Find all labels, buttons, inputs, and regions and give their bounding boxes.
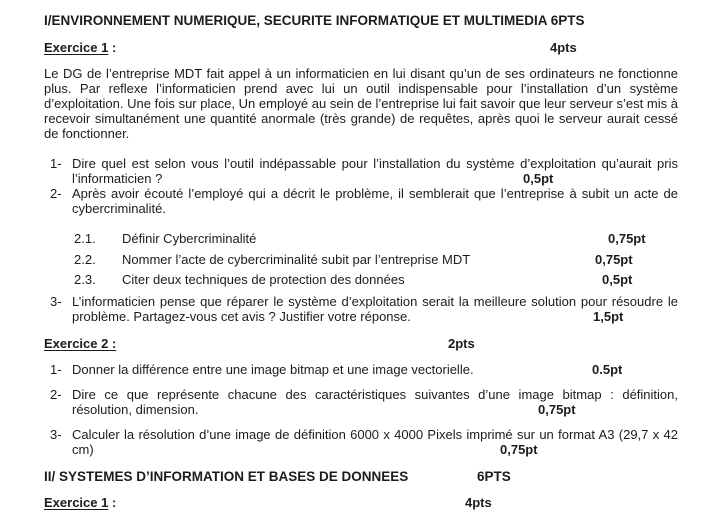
exercise1-intro-paragraph: Le DG de l’entreprise MDT fait appel à un informaticien en lui disant qu’un de ses ordinateurs ne fonctionne plus. Par reflexe l’informaticien prend avec lui un outil indispensable pour l’installation d’un système d’exploitation. Une fois sur place, Un employé au sein de l’entreprise lui fait savoir que leur serveur s’est mis à recevoir simultanément une quantité anormale (très grande) de requêtes, après quoi le serveur aurait cessé de fonctionner. — [44, 66, 678, 141]
section1-title: I/ENVIRONNEMENT NUMERIQUE, SECURITE INFORMATIQUE ET MULTIMEDIA 6PTS — [44, 13, 585, 28]
question-number: 2.1. — [74, 231, 96, 246]
ex1-question-2-1 — [44, 231, 678, 246]
question-points: 0,5pt — [602, 272, 633, 287]
section2-exercise1-label: Exercice 1 — [44, 495, 109, 510]
question-text: Dire ce que représente chacune des caractéristiques suivantes d’une image bitmap : définition, résolution, dimension. — [72, 387, 678, 417]
question-text: L’informaticien pense que réparer le système d’exploitation serait la meilleure solution pour résoudre le problème. Partagez-vous cet avis ? Justifier votre réponse. — [72, 294, 678, 324]
question-text: Après avoir écouté l’employé qui a décrit le problème, il semblerait que l’entreprise à subit un acte de cybercriminalité. — [72, 186, 678, 216]
question-text: Calculer la résolution d’une image de définition 6000 x 4000 Pixels imprimé sur un format A3 (29,7 x 42 cm) — [72, 427, 678, 457]
ex2-question-2 — [44, 387, 678, 417]
ex1-question-2 — [44, 186, 678, 216]
exercise1-header — [44, 40, 678, 55]
exercise1-points: 4pts — [550, 40, 577, 55]
question-number: 1- — [50, 362, 62, 377]
ex2-question-3 — [44, 427, 678, 457]
ex1-question-3 — [44, 294, 678, 324]
exercise2-header — [44, 336, 678, 351]
question-text: Donner la différence entre une image bitmap et une image vectorielle. — [72, 362, 474, 377]
section2-title-text: II/ SYSTEMES D’INFORMATION ET BASES DE DONNEES — [44, 469, 409, 484]
question-text: Définir Cybercriminalité — [122, 231, 257, 246]
question-points: 0,5pt — [523, 171, 554, 186]
ex1-question-1 — [44, 156, 678, 186]
question-text: Dire quel est selon vous l’outil indépassable pour l’installation du système d’exploitation qu’aurait pris l’informaticien ? — [72, 156, 678, 186]
section2-exercise1-header — [44, 495, 678, 510]
question-points: 1,5pt — [593, 309, 624, 324]
question-number: 2- — [50, 186, 62, 201]
question-number: 2- — [50, 387, 62, 402]
ex1-question-2-2 — [44, 252, 678, 267]
question-number: 2.3. — [74, 272, 96, 287]
section2-title — [44, 469, 678, 484]
exercise1-label: Exercice 1 — [44, 40, 109, 55]
question-text: Nommer l’acte de cybercriminalité subit par l’entreprise MDT — [122, 252, 471, 267]
question-number: 1- — [50, 156, 62, 171]
question-number: 3- — [50, 294, 62, 309]
question-text: Citer deux techniques de protection des données — [122, 272, 405, 287]
question-number: 2.2. — [74, 252, 96, 267]
section2-exercise1-label-colon: : — [108, 495, 117, 510]
question-points: 0,75pt — [500, 442, 538, 457]
exercise2-label: Exercice 2 : — [44, 336, 117, 351]
question-points: 0.5pt — [592, 362, 623, 377]
ex1-question-2-3 — [44, 272, 678, 287]
question-points: 0,75pt — [595, 252, 633, 267]
question-points: 0,75pt — [608, 231, 646, 246]
question-points: 0,75pt — [538, 402, 576, 417]
section2-exercise1-points: 4pts — [465, 495, 492, 510]
ex2-question-1 — [44, 362, 678, 377]
question-number: 3- — [50, 427, 62, 442]
exercise2-points: 2pts — [448, 336, 475, 351]
exercise1-label-colon: : — [108, 40, 117, 55]
section2-points: 6PTS — [477, 469, 511, 484]
